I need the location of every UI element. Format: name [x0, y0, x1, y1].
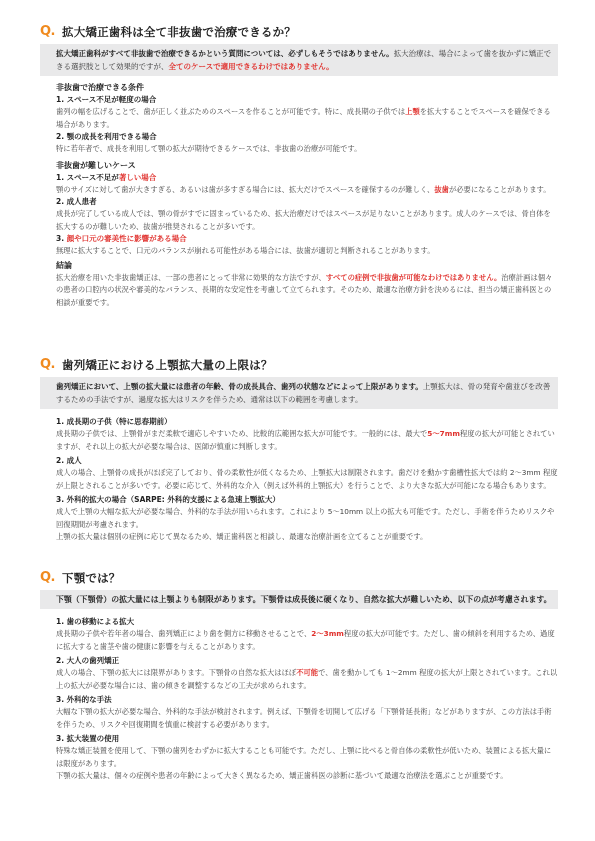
paragraph: 特殊な矯正装置を使用して、下顎の歯列をわずかに拡大することも可能です。ただし、上顎に比べると骨自体の柔軟性が低いため、装置による拡大量には限度があります。 [56, 746, 552, 768]
item-heading: 1. 成長期の子供（特に思春期前） [56, 417, 172, 426]
subheading: 結論 [56, 260, 72, 270]
section-lower-jaw [40, 568, 558, 783]
lead-text: 上顎拡大は、骨の発育や歯並びを改善するための手法ですが、過度な拡大はリスクを伴うため、通常は以下の範囲を考慮します。 [56, 382, 551, 404]
paragraph: 大幅な下顎の拡大が必要な場合、外科的な手法が検討されます。例えば、下顎骨を切開して広げる「下顎骨延長術」などがありますが、この方法は手術を伴うため、リスクや回復期間を慎重に検討する必要があります。 [56, 707, 552, 729]
paragraph: 成長が完了している成人では、顎の骨がすでに固まっているため、拡大治療だけではスペースが足りないことがあります。成人のケースでは、骨自体を拡大するのが難しいため、抜歯が推奨されることが多いです。 [56, 209, 551, 231]
paragraph: 成人の場合、下顎の拡大には限界があります。下顎骨の自然な拡大はほぼ不可能で、歯を動かしても 1〜2mm 程度の拡大が上限とされています。これ以上の拡大が必要な場合には、歯の傾きを調整するなどの工夫が求められます。 [56, 668, 558, 690]
lead-box [40, 590, 558, 609]
section-heading [40, 355, 558, 374]
paragraph: 成長期の子供では、上顎骨がまだ柔軟で適応しやすいため、比較的広範囲な拡大が可能です。一般的には、最大で5〜7mm程度の拡大が可能とされていますが、それ以上の拡大が必要な場合は、医師が慎重に判断します。 [56, 429, 555, 451]
subheading: 非抜歯が難しいケース [56, 160, 136, 170]
section-body [40, 616, 558, 783]
item-heading: 3. 外科的拡大の場合（SARPE: 外科的支援による急速上顎拡大） [56, 495, 280, 504]
section-body [40, 416, 558, 544]
item-heading: 1. スペース不足が軽度の場合 [56, 95, 157, 104]
paragraph: 成長期の子供や若年者の場合、歯列矯正により歯を側方に移動させることで、2〜3mm程度の拡大が可能です。ただし、歯の傾斜を利用するため、過度に拡大すると歯茎や歯の健康に影響を与えることがあります。 [56, 629, 555, 651]
section-nonextraction [40, 22, 558, 309]
item-heading: 1. 歯の移動による拡大 [56, 617, 135, 626]
lead-bold: 拡大矯正歯科がすべて非抜歯で治療できるかという質問については、必ずしもそうではありません。 [56, 49, 394, 58]
paragraph: 成人で上顎の大幅な拡大が必要な場合、外科的な手法が用いられます。これにより 5〜10mm 以上の拡大も可能です。ただし、手術を伴うためリスクや回復期間が考慮されます。 [56, 507, 555, 529]
q-mark: Q. [40, 357, 55, 372]
lead-box [40, 44, 558, 76]
item-heading: 3. 顔や口元の審美性に影響がある場合 [56, 234, 187, 243]
paragraph: 上顎の拡大量は個別の症例に応じて異なるため、矯正歯科医と相談し、最適な治療計画を立てることが重要です。 [56, 532, 428, 541]
q-mark: Q. [40, 24, 55, 39]
section-upper-jaw [40, 355, 558, 544]
paragraph: 成人の場合、上顎骨の成長がほぼ完了しており、骨の柔軟性が低くなるため、上顎拡大は制限されます。歯だけを動かす歯槽性拡大では約 2〜3mm 程度が上限とされることが多いです。必要に応じて、外科的な介入（例えば外科的上顎拡大）を行うことで、より大きな拡大が可能になる場合もあります。 [56, 468, 558, 490]
item-heading: 2. 大人の歯列矯正 [56, 656, 120, 665]
lead-bold: 歯列矯正において、上顎の拡大量には患者の年齢、骨の成長具合、歯列の状態などによって上限があります。 [56, 382, 423, 391]
q-mark: Q. [40, 570, 55, 585]
paragraph: 無理に拡大することで、口元のバランスが崩れる可能性がある場合には、抜歯が適切と判断されることがあります。 [56, 246, 435, 255]
section-heading [40, 568, 558, 587]
item-heading: 2. 成人 [56, 456, 82, 465]
lead-box [40, 377, 558, 409]
paragraph: 拡大治療を用いた非抜歯矯正は、一部の患者にとって非常に効果的な方法ですが、すべての症例で非抜歯が可能なわけではありません。治療計画は個々の患者の口腔内の状況や審美的なバランス、長期的な安定性を考慮して立てられます。そのため、最適な治療方針を決めるには、担当の矯正歯科医との相談が重要です。 [56, 272, 553, 307]
lead-bold: 下顎（下顎骨）の拡大量には上顎よりも制限があります。下顎骨は成長後に硬くなり、自然な拡大が難しいため、以下の点が考慮されます。 [56, 595, 552, 604]
item-heading: 3. 外科的な手法 [56, 695, 112, 704]
item-heading: 2. 成人患者 [56, 197, 97, 206]
paragraph: 顎のサイズに対して歯が大きすぎる、あるいは歯が多すぎる場合には、拡大だけでスペースを確保するのが難しく、抜歯が必要になることがあります。 [56, 184, 551, 194]
subheading: 非抜歯で治療できる条件 [56, 83, 144, 92]
item-heading: 2. 顎の成長を利用できる場合 [56, 132, 157, 141]
item-heading: 3. 拡大装置の使用 [56, 734, 120, 743]
lead-highlight: 全てのケースで適用できるわけではありません。 [168, 62, 334, 71]
lead-text: 拡大治療は、場合によって歯を抜かずに矯正できる選択肢として効果的ですが、 [56, 49, 552, 71]
section-body [40, 82, 558, 309]
paragraph: 下顎の拡大量は、個々の症例や患者の年齢によって大きく異なるため、矯正歯科医の診断に基づいて最適な治療法を選ぶことが重要です。 [56, 771, 508, 780]
section-title: 下顎では？ [62, 570, 121, 585]
section-heading [40, 22, 558, 41]
item-heading: 1. スペース不足が著しい場合 [56, 172, 157, 182]
section-title: 歯列矯正における上顎拡大量の上限は？ [62, 357, 273, 372]
paragraph: 歯列の幅を広げることで、歯が正しく並ぶためのスペースを作ることが可能です。特に、成長期の子供では上顎を拡大することでスペースを確保できる場合があります。 [56, 107, 551, 129]
section-title: 拡大矯正歯科は全て非抜歯で治療できるか？ [62, 24, 296, 39]
paragraph: 特に若年者で、成長を利用して顎の拡大が期待できるケースでは、非抜歯の治療が可能です。 [56, 144, 362, 153]
